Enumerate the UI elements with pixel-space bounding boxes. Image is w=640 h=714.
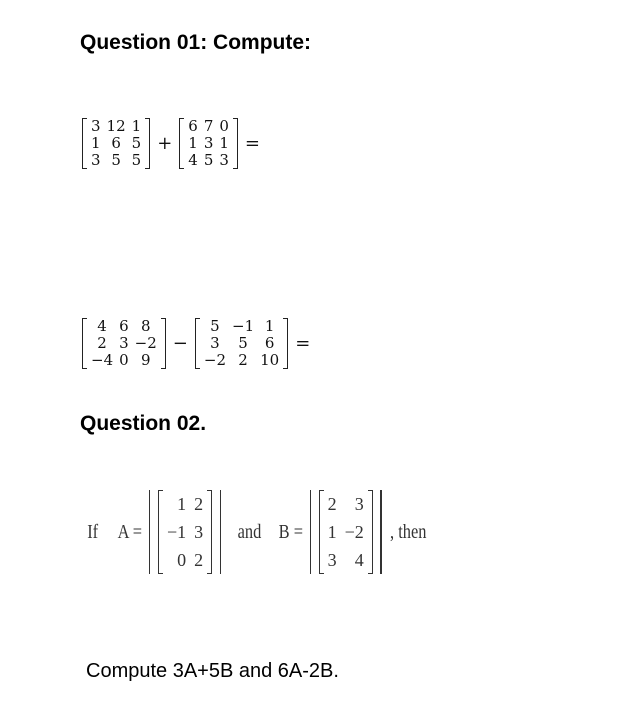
- matrix-cell: 1: [131, 117, 142, 135]
- matrix-1a: [82, 118, 150, 169]
- task-instruction: Compute 3A+5B and 6A-2B.: [86, 660, 339, 682]
- matrix-cell: −4: [91, 351, 114, 369]
- matrix-cell: 3: [210, 334, 220, 352]
- matrix-cell: 3: [203, 134, 214, 152]
- matrix-cell: 6: [119, 317, 129, 335]
- matrix-cell: 4: [354, 550, 364, 570]
- question-01-title: Question 01: Compute:: [80, 31, 312, 54]
- plus-sign: +: [157, 133, 173, 154]
- matrix-2b: [195, 318, 288, 369]
- matrix-cell: 3: [219, 151, 229, 169]
- matrix-cell: −2: [203, 351, 227, 369]
- matrix-cell: 7: [203, 117, 214, 135]
- matrix-cell: 5: [238, 334, 248, 352]
- matrix-b: [310, 490, 382, 574]
- matrix-2a: [82, 318, 166, 369]
- matrix-cell: 1: [91, 134, 101, 152]
- question-02-title: Question 02.: [80, 412, 207, 435]
- matrix-cell: 0: [219, 117, 229, 135]
- matrix-cell: 3: [91, 151, 101, 169]
- matrix-cell: 5: [210, 317, 220, 335]
- matrix-cell: 3: [119, 334, 129, 352]
- matrix-cell: 3: [327, 550, 337, 570]
- matrix-a: [149, 490, 221, 574]
- then-word: , then: [389, 520, 427, 543]
- equals-sign: =: [295, 333, 311, 354]
- matrix-cell: −2: [344, 522, 364, 542]
- matrix-cell: 5: [131, 134, 142, 152]
- matrix-cell: 5: [203, 151, 214, 169]
- matrix-cell: 12: [106, 117, 126, 135]
- matrix-sum-expression: [82, 118, 267, 169]
- and-word: and: [237, 520, 262, 543]
- matrix-cell: 2: [194, 550, 204, 570]
- matrix-cell: −1: [166, 522, 187, 542]
- matrix-cell: 9: [140, 351, 151, 369]
- matrix-cell: −2: [134, 334, 157, 352]
- matrix-cell: 3: [91, 117, 101, 135]
- matrix-cell: 5: [131, 151, 142, 169]
- matrix-cell: 2: [97, 334, 107, 352]
- matrix-cell: −1: [232, 317, 255, 335]
- question-02-statement: [86, 490, 430, 574]
- matrix-cell: 6: [111, 134, 121, 152]
- matrix-cell: 0: [119, 351, 129, 369]
- matrix-cell: 10: [260, 351, 280, 369]
- matrix-cell: 1: [188, 134, 198, 152]
- equals-sign: =: [244, 133, 261, 154]
- matrix-cell: 4: [188, 151, 198, 169]
- matrix-cell: 6: [188, 117, 198, 135]
- matrix-difference-expression: [82, 318, 317, 369]
- matrix-cell: 1: [219, 134, 229, 152]
- matrix-cell: 3: [194, 522, 204, 542]
- if-word: If: [87, 520, 99, 543]
- matrix-a-label: A =: [117, 520, 143, 543]
- matrix-cell: 4: [97, 317, 107, 335]
- matrix-cell: 2: [327, 494, 337, 514]
- minus-sign: −: [172, 333, 188, 354]
- matrix-cell: 6: [264, 334, 275, 352]
- matrix-1b: [179, 118, 238, 169]
- matrix-b-label: B =: [278, 520, 303, 543]
- matrix-cell: 1: [327, 522, 337, 542]
- matrix-cell: 2: [238, 351, 248, 369]
- matrix-cell: 8: [140, 317, 151, 335]
- matrix-cell: 2: [194, 494, 204, 514]
- matrix-cell: 5: [111, 151, 121, 169]
- matrix-cell: 1: [264, 317, 275, 335]
- matrix-cell: 0: [177, 550, 187, 570]
- matrix-cell: 1: [177, 494, 187, 514]
- matrix-cell: 3: [354, 494, 364, 514]
